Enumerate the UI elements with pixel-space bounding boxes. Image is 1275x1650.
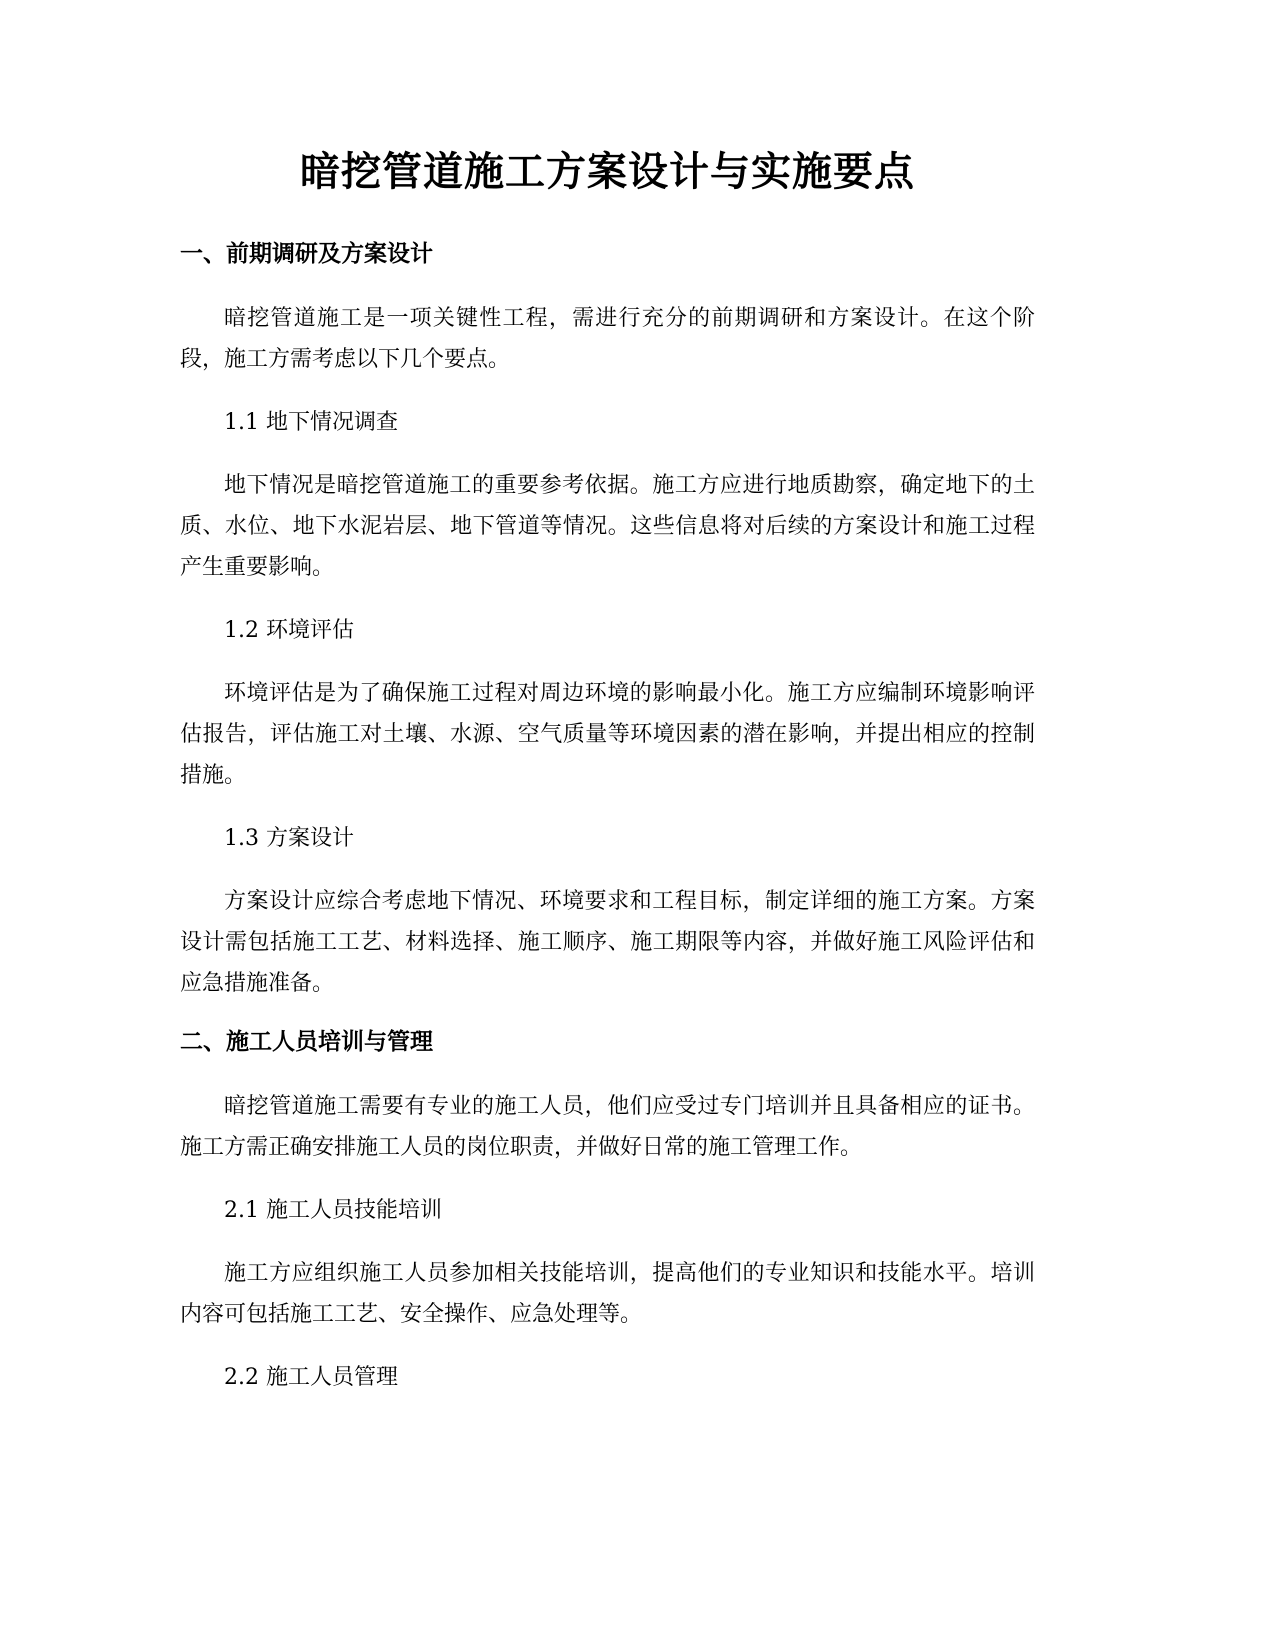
document-page — [180, 140, 1035, 1420]
subsection-body-1-1: 地下情况是暗挖管道施工的重要参考依据。施工方应进行地质勘察，确定地下的土质、水位、地下水泥岩层、地下管道等情况。这些信息将对后续的方案设计和施工过程产生重要影响。 — [180, 473, 1035, 580]
document-title: 暗挖管道施工方案设计与实施要点 — [300, 149, 915, 195]
section-heading-1: 一、前期调研及方案设计 — [180, 241, 433, 267]
subsection-heading-1-3: 1.3 方案设计 — [224, 826, 354, 851]
section-heading-2: 二、施工人员培训与管理 — [180, 1029, 433, 1055]
subsection-body-1-3: 方案设计应综合考虑地下情况、环境要求和工程目标，制定详细的施工方案。方案设计需包括施工工艺、材料选择、施工顺序、施工期限等内容，并做好施工风险评估和应急措施准备。 — [180, 889, 1035, 996]
section-intro-1: 暗挖管道施工是一项关键性工程，需进行充分的前期调研和方案设计。在这个阶段，施工方需考虑以下几个要点。 — [180, 306, 1035, 372]
subsection-heading-1-1: 1.1 地下情况调查 — [224, 410, 398, 435]
subsection-body-2-1: 施工方应组织施工人员参加相关技能培训，提高他们的专业知识和技能水平。培训内容可包括施工工艺、安全操作、应急处理等。 — [180, 1261, 1035, 1327]
section-intro-2: 暗挖管道施工需要有专业的施工人员，他们应受过专门培训并且具备相应的证书。施工方需正确安排施工人员的岗位职责，并做好日常的施工管理工作。 — [180, 1094, 1035, 1160]
subsection-heading-1-2: 1.2 环境评估 — [224, 618, 354, 643]
subsection-heading-2-1: 2.1 施工人员技能培训 — [224, 1198, 442, 1223]
subsection-body-1-2: 环境评估是为了确保施工过程对周边环境的影响最小化。施工方应编制环境影响评估报告，评估施工对土壤、水源、空气质量等环境因素的潜在影响，并提出相应的控制措施。 — [180, 681, 1035, 788]
subsection-heading-2-2: 2.2 施工人员管理 — [224, 1365, 398, 1390]
